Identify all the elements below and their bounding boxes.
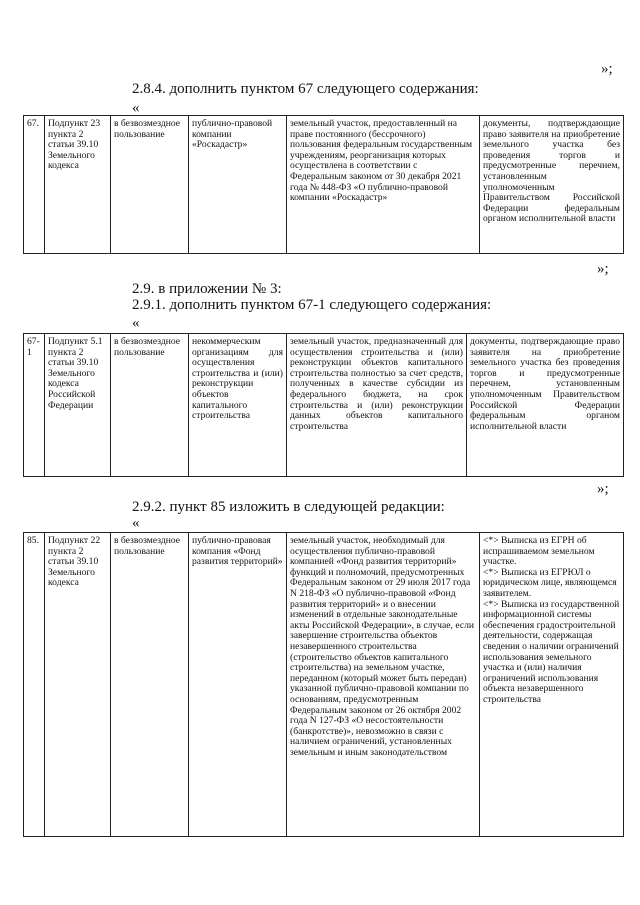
land-description: земельный участок, необходимый для осуществления публично-правовой компанией «Фонд развития территорий» функций и полномочий, предусмотренных Федеральным законом от 29 июля 2017 года N 218-ФЗ «О публично-правовой «Фонд развития территорий» и о внесении изменений в отдельные законодательные акты Российской Федерации», в случае, если завершение строительства объектов незавершенного строительства (строительство объектов капитального строительства) на земельном участке, переданном (который может быть передан) указанной публично-правовой компании по основаниям, предусмотренным Федеральным законом от 26 октября 2002 года N 127-ФЗ «О несостоятельности (банкротстве)», невозможно в связи с наличием ограничений, установленных земельным и иным законодательством: [287, 533, 480, 837]
use-type: в безвозмездное пользование: [111, 533, 189, 837]
table-row: [24, 533, 624, 837]
closing-quote: »;: [597, 261, 609, 277]
opening-quote: «: [132, 515, 140, 531]
table-row-67: [23, 115, 624, 254]
legal-basis: Подпункт 22 пункта 2 статьи 39.10 Земельного кодекса: [45, 533, 111, 837]
land-description: земельный участок, предоставленный на праве постоянного (бессрочного) пользования федеральным государственным учреждениям, реорганизация которых осуществлена в соответствии с Федеральным законом от 30 декабря 2021 года № 448-ФЗ «О публично-правовой компании «Роскадастр»: [287, 116, 480, 254]
party: публично-правовой компании «Роскадастр»: [189, 116, 287, 254]
use-type: в безвозмездное пользование: [111, 116, 189, 254]
table-row-85: [23, 532, 624, 837]
section-heading: 2.9. в приложении № 3:: [132, 281, 282, 297]
land-description: земельный участок, предназначенный для осуществления строительства и (или) реконструкции объектов капитального строительства полностью за счет средств, полученных в качестве субсидии из федерального бюджета, на срок строительства и (или) реконструкции данных объектов капитального строительства: [287, 334, 467, 477]
table-row-67-1: [23, 333, 624, 477]
legal-basis: Подпункт 23 пункта 2 статьи 39.10 Земельного кодекса: [45, 116, 111, 254]
use-type: в безвозмездное пользование: [111, 334, 189, 477]
table-row: [24, 116, 624, 254]
party: публично-правовая компания «Фонд развития территорий»: [189, 533, 287, 837]
table-row: [24, 334, 624, 477]
closing-quote: »;: [601, 61, 613, 77]
row-number: 67.: [24, 116, 45, 254]
section-heading: 2.9.2. пункт 85 изложить в следующей редакции:: [132, 499, 445, 515]
closing-quote: »;: [597, 481, 609, 497]
row-number: 85.: [24, 533, 45, 837]
legal-basis: Подпункт 5.1 пункта 2 статьи 39.10 Земельного кодекса Российской Федерации: [45, 334, 111, 477]
party: некоммерческим организациям для осуществления строительства и (или) реконструкции объектов капитального строительства: [189, 334, 287, 477]
section-heading: 2.8.4. дополнить пунктом 67 следующего содержания:: [132, 81, 479, 97]
section-heading: 2.9.1. дополнить пунктом 67-1 следующего содержания:: [132, 297, 492, 313]
required-documents: документы, подтверждающие право заявителя на приобретение земельного участка без проведения торгов и предусмотренные перечнем, установленным уполномоченным Правительством Российской Федерации федеральным органом исполнительной власти: [467, 334, 624, 477]
opening-quote: «: [132, 100, 140, 116]
required-documents: документы, подтверждающие право заявителя на приобретение земельного участка без проведения торгов и предусмотренные перечнем, установленным уполномоченным Правительством Российской Федерации федеральным органом исполнительной власти: [480, 116, 624, 254]
row-number: 67-1: [24, 334, 45, 477]
required-documents: <*> Выписка из ЕГРН об испрашиваемом земельном участке. <*> Выписка из ЕГРЮЛ о юридическом лице, являющемся заявителем. <*> Выписка из государственной информационной системы обеспечения градостроительной деятельности, содержащая сведения о наличии ограничений использования земельного участка и (или) наличия ограничений использования объекта незавершенного строительства: [480, 533, 624, 837]
opening-quote: «: [132, 315, 140, 331]
